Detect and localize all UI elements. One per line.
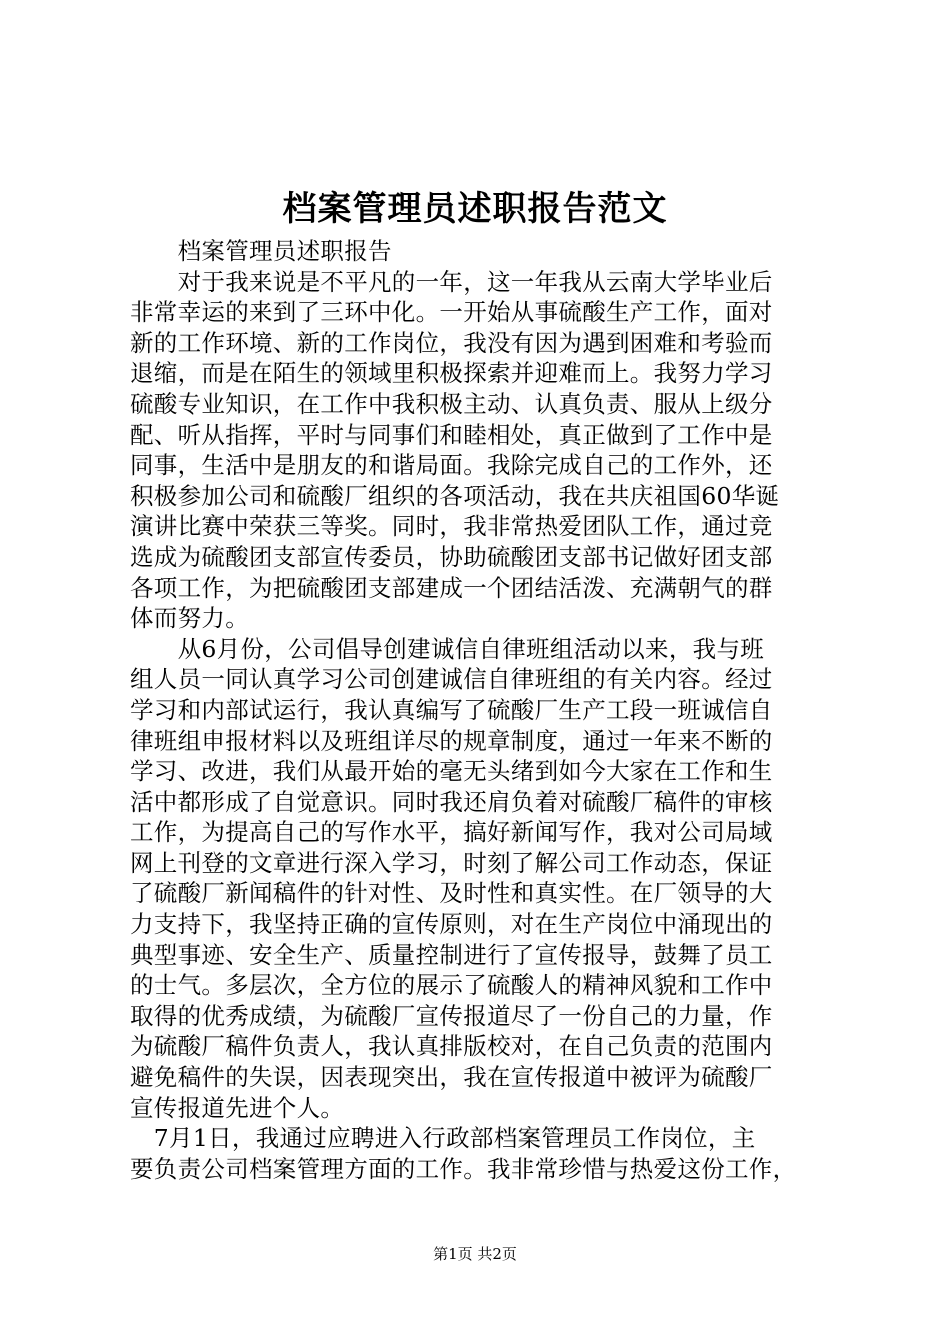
- body-line: 同事，生活中是朋友的和谐局面。我除完成自己的工作外，还: [130, 451, 773, 480]
- body-line: 活中都形成了自觉意识。同时我还肩负着对硫酸厂稿件的审核: [130, 787, 773, 816]
- body-line: 学习和内部试运行，我认真编写了硫酸厂生产工段一班诚信自: [130, 695, 773, 724]
- body-line: 体而努力。: [130, 604, 249, 633]
- body-line: 的士气。多层次，全方位的展示了硫酸人的精神风貌和工作中: [130, 971, 773, 1000]
- body-line: 从6月份，公司倡导创建诚信自律班组活动以来，我与班: [130, 634, 765, 663]
- document-body: [130, 236, 830, 1184]
- body-line: 力支持下，我坚持正确的宣传原则，对在生产岗位中涌现出的: [130, 910, 773, 939]
- body-line: 退缩，而是在陌生的领域里积极探索并迎难而上。我努力学习: [130, 359, 773, 388]
- body-line: 组人员一同认真学习公司创建诚信自律班组的有关内容。经过: [130, 665, 773, 694]
- body-line: 了硫酸厂新闻稿件的针对性、及时性和真实性。在厂领导的大: [130, 879, 773, 908]
- body-line: 7月1日，我通过应聘进入行政部档案管理员工作岗位，主: [130, 1124, 756, 1153]
- body-line: 网上刊登的文章进行深入学习，时刻了解公司工作动态，保证: [130, 848, 773, 877]
- body-line: 为硫酸厂稿件负责人，我认真排版校对，在自己负责的范围内: [130, 1032, 773, 1061]
- body-line: 取得的优秀成绩，为硫酸厂宣传报道尽了一份自己的力量，作: [130, 1001, 773, 1030]
- body-line: 配、听从指挥，平时与同事们和睦相处，真正做到了工作中是: [130, 420, 773, 449]
- body-line: 各项工作，为把硫酸团支部建成一个团结活泼、充满朝气的群: [130, 573, 773, 602]
- body-line: 避免稿件的失误，因表现突出，我在宣传报道中被评为硫酸厂: [130, 1063, 773, 1092]
- body-line: 学习、改进，我们从最开始的毫无头绪到如今大家在工作和生: [130, 757, 773, 786]
- body-line: 律班组申报材料以及班组详尽的规章制度，通过一年来不断的: [130, 726, 773, 755]
- page-footer: 第1页 共2页: [433, 1245, 517, 1263]
- body-line: 演讲比赛中荣获三等奖。同时，我非常热爱团队工作，通过竞: [130, 512, 773, 541]
- body-line: 对于我来说是不平凡的一年，这一年我从云南大学毕业后: [130, 267, 773, 296]
- body-line: 新的工作环境、新的工作岗位，我没有因为遇到困难和考验而: [130, 328, 773, 357]
- body-line: 选成为硫酸团支部宣传委员，协助硫酸团支部书记做好团支部: [130, 542, 773, 571]
- document-title: 档案管理员述职报告范文: [282, 189, 668, 229]
- body-line: 硫酸专业知识，在工作中我积极主动、认真负责、服从上级分: [130, 389, 773, 418]
- body-line: 非常幸运的来到了三环中化。一开始从事硫酸生产工作，面对: [130, 298, 773, 327]
- body-line: 工作，为提高自己的写作水平，搞好新闻写作，我对公司局域: [130, 818, 773, 847]
- body-line: 典型事迹、安全生产、质量控制进行了宣传报导，鼓舞了员工: [130, 940, 773, 969]
- body-line: 档案管理员述职报告: [130, 237, 392, 265]
- body-line: 宣传报道先进个人。: [130, 1093, 345, 1122]
- body-line: 积极参加公司和硫酸厂组织的各项活动，我在共庆祖国60华诞: [130, 481, 780, 510]
- body-line: 要负责公司档案管理方面的工作。我非常珍惜与热爱这份工作，: [130, 1154, 797, 1183]
